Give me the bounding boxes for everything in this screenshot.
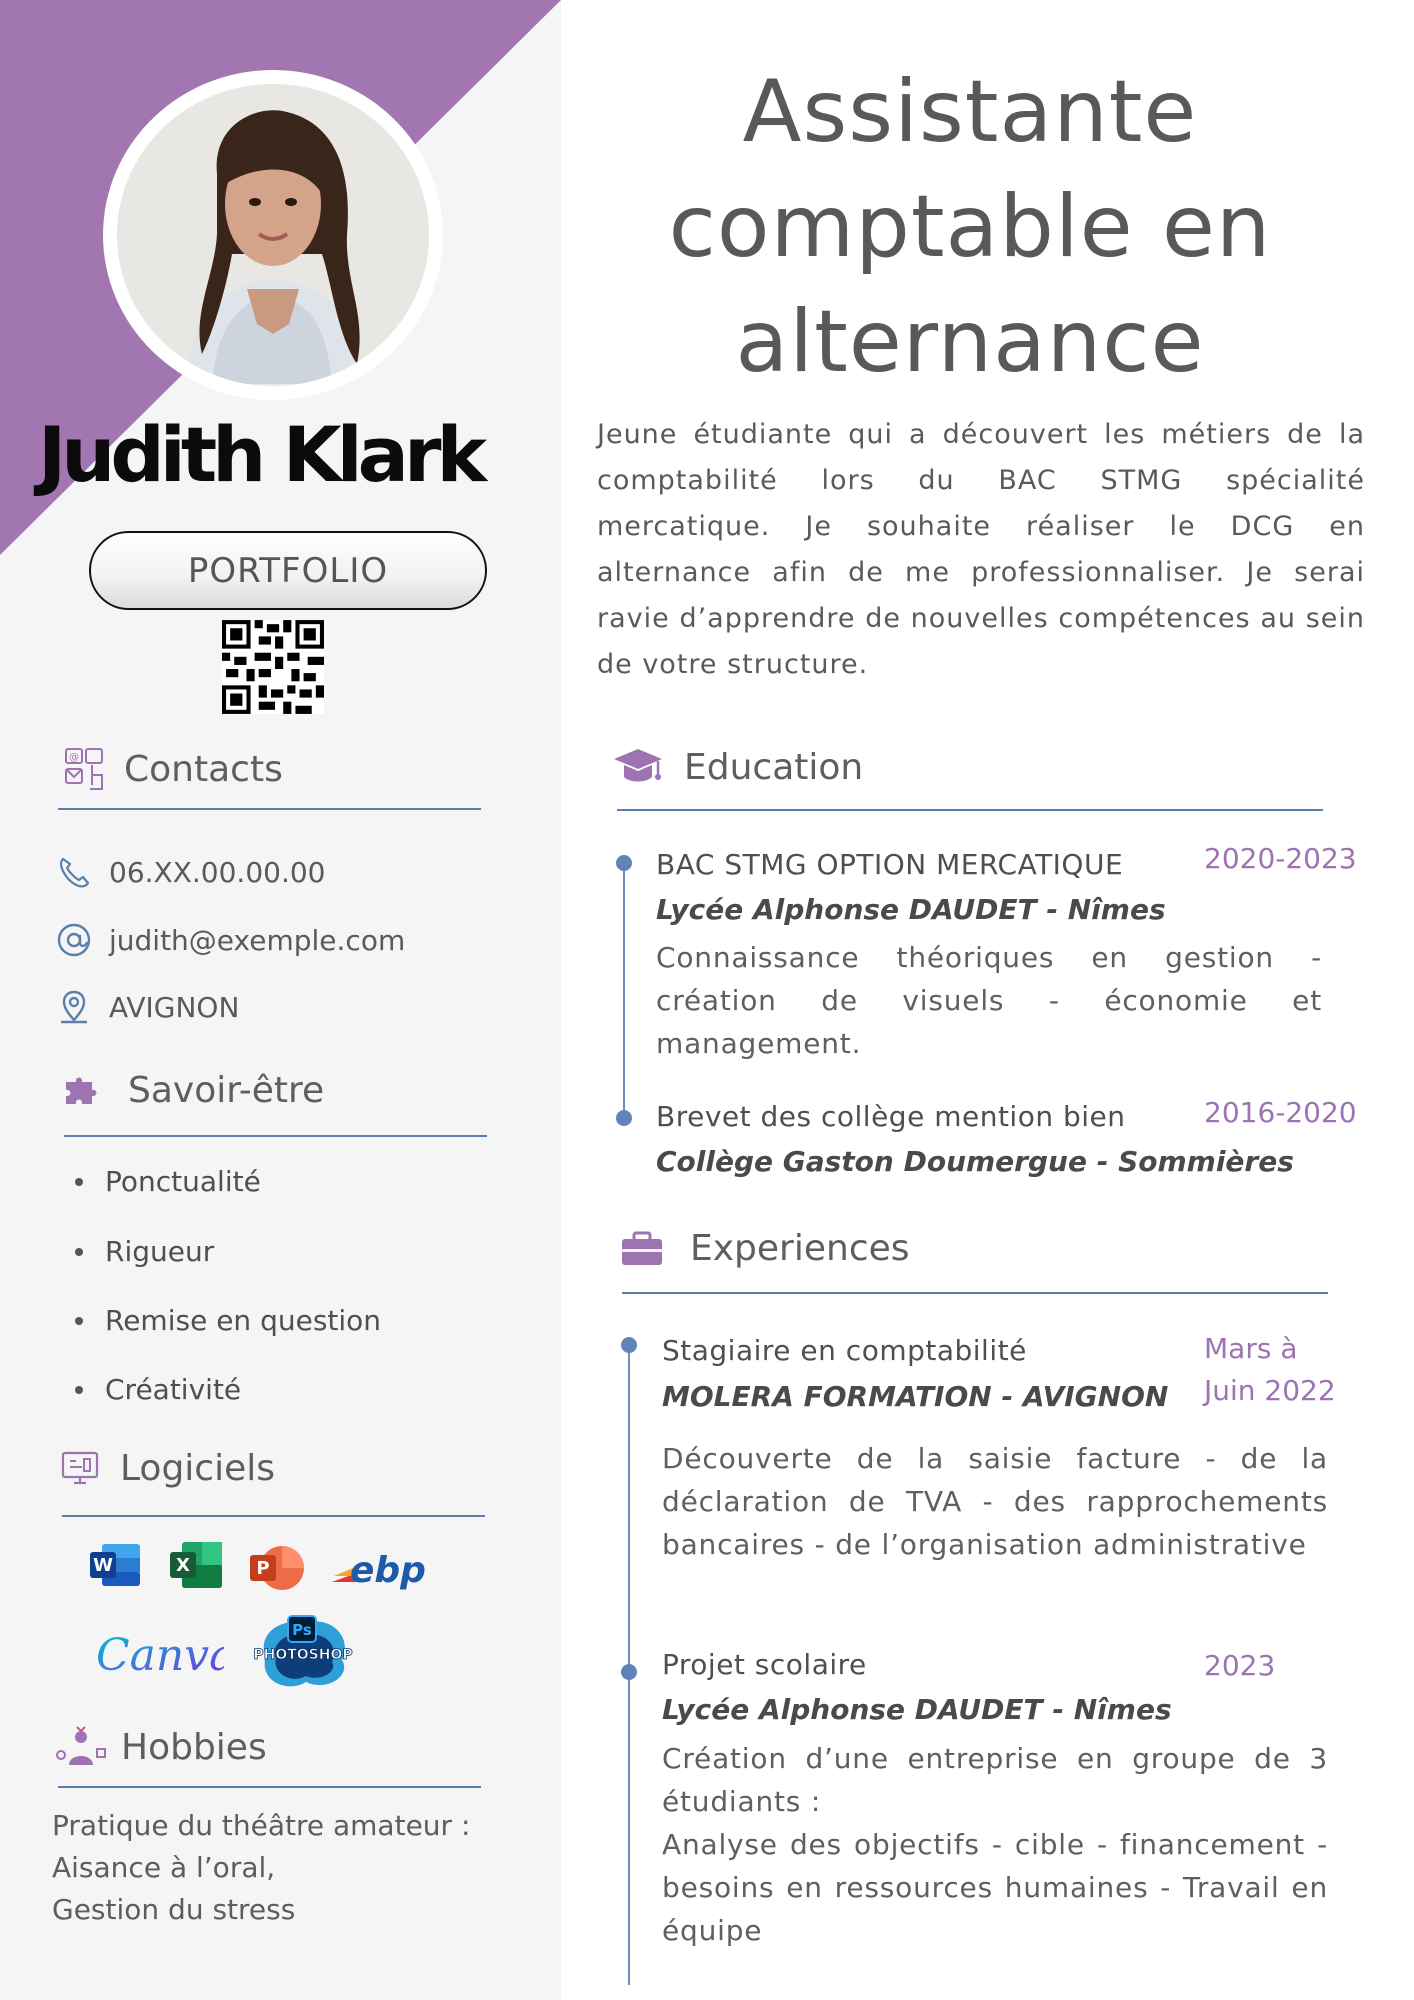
savoir-etre-heading — [60, 1068, 324, 1112]
svg-text:W: W — [93, 1555, 113, 1576]
qr-code[interactable] — [222, 620, 324, 714]
education-date: 2020-2023 — [1204, 842, 1357, 875]
ebp-logo — [328, 1542, 426, 1594]
briefcase-icon — [620, 1229, 664, 1269]
profile-summary: Jeune étudiante qui a découvert les métiers de la comptabilité lors du BAC STMG spécialité mercatique. Je souhaite réaliser le DCG en alternance afin de me professionnaliser. Je serai ravie d’apprendre de nouvelles compétences au sein de votre structure. — [597, 419, 1365, 680]
hobby-line: Aisance à l’oral, — [52, 1851, 276, 1884]
education-title: BAC STMG OPTION MERCATIQUE — [656, 848, 1124, 881]
email-address: judith@exemple.com — [109, 923, 406, 957]
phone-number: 06.XX.00.00.00 — [109, 855, 326, 889]
timeline-dot — [621, 1664, 637, 1680]
svg-text:Canva: Canva — [96, 1630, 224, 1681]
divider — [58, 808, 481, 810]
divider — [64, 1135, 487, 1137]
experience-description: Création d’une entreprise en groupe de 3 étudiants : Analyse des objectifs - cible - financement - besoins en ressources humaines - Travail en équipe — [662, 1742, 1328, 1947]
person-name: Judith Klark — [38, 410, 482, 499]
experience-title: Projet scolaire — [662, 1648, 867, 1681]
software-icon — [60, 1449, 100, 1489]
hobbies-heading — [55, 1725, 267, 1769]
powerpoint-logo — [248, 1542, 306, 1594]
education-description: Connaissance théoriques en gestion - création de visuels - économie et management. — [656, 941, 1322, 1060]
divider — [622, 1292, 1328, 1294]
contact-phone[interactable] — [55, 853, 325, 891]
avatar-photo — [117, 84, 429, 386]
timeline-dot — [616, 855, 632, 871]
experience-title: Stagiaire en comptabilité — [662, 1334, 1027, 1367]
puzzle-icon — [60, 1068, 104, 1112]
experience-date: 2023 — [1204, 1649, 1276, 1682]
experience-description: Découverte de la saisie facture - de la déclaration de TVA - des rapprochements bancaires - de l’organisation administrative — [662, 1442, 1328, 1561]
city: AVIGNON — [109, 990, 240, 1024]
divider — [62, 1515, 485, 1517]
savoir-etre-heading-label: Savoir-être — [128, 1069, 325, 1111]
at-sign-icon — [55, 921, 93, 959]
list-item: Ponctualité — [75, 1165, 261, 1198]
title-line: Assistante — [742, 62, 1198, 162]
divider — [617, 809, 1323, 811]
education-title: Brevet des collège mention bien — [656, 1100, 1126, 1133]
divider — [58, 1786, 481, 1788]
experience-company: Lycée Alphonse DAUDET - Nîmes — [662, 1693, 1172, 1726]
hobbies-icon — [55, 1725, 107, 1769]
timeline-dot — [616, 1110, 632, 1126]
portfolio-button[interactable]: PORTFOLIO — [89, 531, 487, 610]
hobby-line: Gestion du stress — [52, 1893, 296, 1926]
title-line: comptable en — [668, 177, 1272, 277]
location-pin-icon — [55, 988, 93, 1026]
avatar — [103, 70, 443, 400]
graduation-cap-icon — [612, 745, 664, 789]
education-heading — [612, 745, 863, 789]
phone-icon — [55, 853, 93, 891]
contact-email[interactable] — [55, 921, 405, 959]
list-item: Rigueur — [75, 1235, 214, 1268]
svg-text:PHOTOSHOP: PHOTOSHOP — [253, 1647, 353, 1663]
sidebar — [0, 0, 561, 2000]
timeline-line — [623, 862, 625, 1120]
logiciels-heading — [60, 1448, 275, 1489]
list-item: Créativité — [75, 1373, 241, 1406]
contacts-heading-label: Contacts — [124, 748, 283, 790]
svg-text:X: X — [176, 1555, 190, 1576]
hobby-line: Pratique du théâtre amateur : — [52, 1809, 471, 1842]
svg-text:ebp: ebp — [350, 1550, 426, 1591]
title-line: alternance — [735, 292, 1205, 392]
timeline-dot — [621, 1337, 637, 1353]
education-heading-label: Education — [684, 746, 864, 788]
experiences-heading — [620, 1228, 910, 1269]
canva-logo — [94, 1624, 224, 1686]
word-logo — [88, 1542, 142, 1588]
experience-company: MOLERA FORMATION - AVIGNON — [662, 1380, 1169, 1413]
education-date: 2016-2020 — [1204, 1096, 1357, 1129]
experience-date: Mars à Juin 2022 — [1204, 1332, 1336, 1407]
contacts-heading — [62, 745, 283, 793]
logiciels-heading-label: Logiciels — [120, 1448, 276, 1489]
excel-logo — [168, 1540, 224, 1590]
education-school: Lycée Alphonse DAUDET - Nîmes — [656, 893, 1166, 926]
svg-text:Ps: Ps — [292, 1621, 312, 1639]
svg-text:P: P — [256, 1558, 270, 1579]
svg-text:@: @ — [69, 752, 79, 763]
list-item: Remise en question — [75, 1304, 381, 1337]
experiences-heading-label: Experiences — [690, 1228, 910, 1269]
hobbies-heading-label: Hobbies — [121, 1726, 267, 1768]
contacts-icon — [62, 745, 110, 793]
photoshop-logo — [246, 1606, 360, 1696]
hobbies-text — [52, 1805, 470, 1931]
page-title — [600, 55, 1340, 400]
contact-city — [55, 988, 239, 1026]
education-school: Collège Gaston Doumergue - Sommières — [656, 1145, 1294, 1178]
